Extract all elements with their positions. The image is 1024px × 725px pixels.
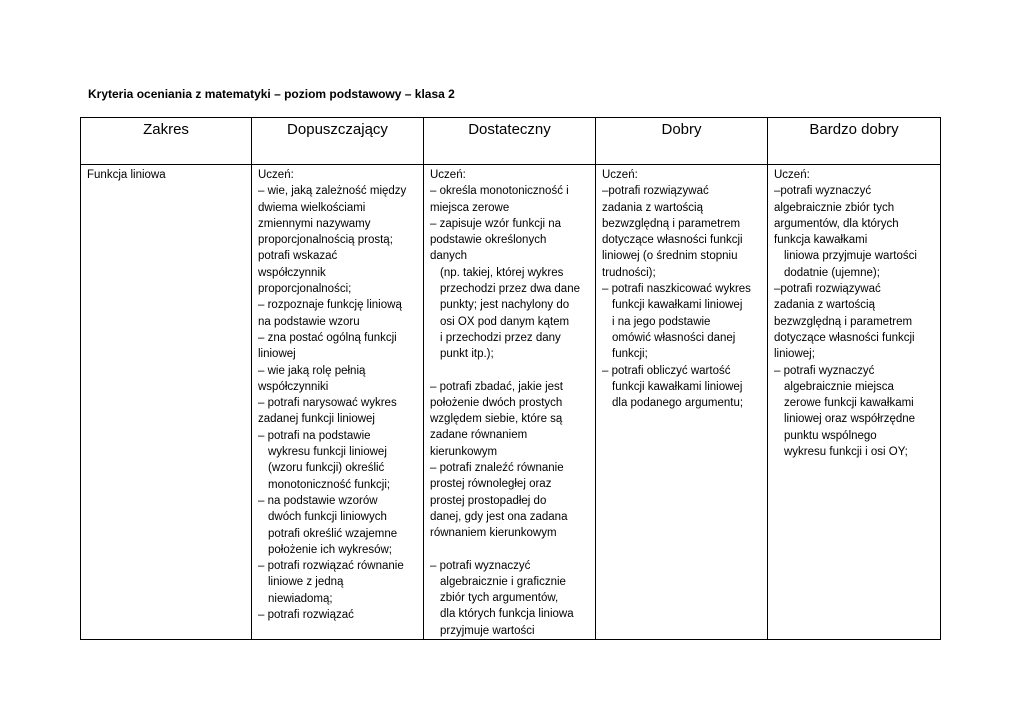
cell-line: – potrafi wyznaczyć: [774, 364, 875, 377]
cell-line: liniowej (o średnim stopniu: [602, 250, 738, 263]
cell-line: danej, gdy jest ona zadana: [430, 510, 568, 523]
cell-line: omówić własności danej: [612, 331, 736, 344]
dobry-cell: [596, 165, 768, 640]
cell-line: zmiennymi nazywamy: [258, 217, 371, 230]
cell-line: liniowej;: [774, 348, 815, 361]
cell-line: funkcja kawałkami: [774, 234, 868, 247]
cell-line: punkt itp.);: [440, 348, 494, 361]
cell-line: wykresu funkcji i osi OY;: [784, 446, 908, 459]
cell-line: – zna postać ogólną funkcji: [258, 331, 397, 344]
dopuszczajacy-cell: [252, 165, 424, 640]
header-bardzo-dobry: Bardzo dobry: [768, 118, 941, 165]
spacer: [430, 363, 590, 379]
cell-line: prostej równoległej oraz: [430, 478, 552, 491]
cell-line: przechodzi przez dwa dane: [440, 283, 580, 296]
cell-line: Uczeń:: [430, 169, 466, 181]
cell-line: zadane równaniem: [430, 429, 528, 442]
bardzo-dobry-cell: [768, 165, 941, 640]
cell-line: proporcjonalności;: [258, 283, 352, 296]
cell-line: i na jego podstawie: [612, 315, 711, 328]
cell-line: – określa monotoniczność i: [430, 185, 569, 198]
table-row: [81, 165, 941, 640]
cell-line: – potrafi wyznaczyć: [430, 559, 531, 572]
cell-line: – wie jaką rolę pełnią: [258, 364, 366, 377]
zakres-text: Funkcja liniowa: [87, 169, 166, 181]
cell-line: monotoniczność funkcji;: [268, 478, 391, 491]
cell-line: – potrafi rozwiązać: [258, 609, 354, 622]
cell-line: argumentów, dla których: [774, 217, 899, 230]
header-dopuszczajacy: Dopuszczający: [252, 118, 424, 165]
cell-line: funkcji kawałkami liniowej: [612, 299, 743, 312]
cell-line: funkcji;: [612, 348, 648, 361]
cell-line: dotyczące własności funkcji: [774, 331, 915, 344]
cell-line: zadania z wartością: [774, 299, 875, 312]
cell-line: wykresu funkcji liniowej: [268, 446, 387, 459]
cell-line: położenie dwóch prostych: [430, 396, 563, 409]
cell-line: i przechodzi przez dany: [440, 331, 561, 344]
cell-line: –potrafi wyznaczyć: [774, 185, 872, 198]
cell-line: algebraicznie miejsca: [784, 380, 894, 393]
cell-line: zadania z wartością: [602, 201, 703, 214]
cell-line: dodatnie (ujemne);: [784, 266, 880, 279]
cell-line: dwiema wielkościami: [258, 201, 366, 214]
cell-line: dla których funkcja liniowa: [440, 608, 574, 621]
cell-line: – potrafi narysować wykres: [258, 397, 397, 410]
cell-line: – potrafi zbadać, jakie jest: [430, 380, 563, 393]
cell-line: miejsca zerowe: [430, 201, 510, 214]
cell-line: funkcji kawałkami liniowej: [612, 380, 743, 393]
cell-line: dotyczące własności funkcji: [602, 234, 743, 247]
cell-line: – potrafi znaleźć równanie: [430, 462, 564, 475]
cell-line: względem siebie, które są: [430, 413, 563, 426]
cell-line: proporcjonalnością prostą;: [258, 234, 393, 247]
cell-line: algebraicznie i graficznie: [440, 575, 566, 588]
header-dobry: Dobry: [596, 118, 768, 165]
cell-line: – wie, jaką zależność między: [258, 185, 407, 198]
cell-line: liniowa przyjmuje wartości: [784, 250, 917, 263]
cell-line: prostej prostopadłej do: [430, 494, 547, 507]
dostateczny-cell: [424, 165, 596, 640]
cell-line: – potrafi naszkicować wykres: [602, 283, 751, 296]
cell-line: punktu wspólnego: [784, 429, 877, 442]
spacer: [430, 542, 590, 558]
cell-line: współczynniki: [258, 380, 329, 393]
cell-line: – potrafi obliczyć wartość: [602, 364, 731, 377]
cell-line: algebraicznie zbiór tych: [774, 201, 895, 214]
cell-line: trudności);: [602, 266, 656, 279]
cell-line: danych: [430, 250, 468, 263]
cell-line: osi OX pod danym kątem: [440, 315, 570, 328]
cell-line: bezwzględną i parametrem: [774, 315, 913, 328]
cell-line: zbiór tych argumentów,: [440, 592, 559, 605]
cell-line: –potrafi rozwiązywać: [602, 185, 709, 198]
cell-line: – potrafi na podstawie: [258, 429, 371, 442]
cell-line: równaniem kierunkowym: [430, 527, 557, 540]
cell-line: –potrafi rozwiązywać: [774, 283, 881, 296]
cell-line: – rozpoznaje funkcję liniową: [258, 299, 402, 312]
cell-line: potrafi wskazać: [258, 250, 338, 263]
cell-line: kierunkowym: [430, 445, 498, 458]
table-header-row: [81, 118, 941, 165]
cell-line: położenie ich wykresów;: [268, 543, 393, 556]
cell-line: dwóch funkcji liniowych: [268, 511, 387, 524]
cell-line: niewiadomą;: [268, 592, 333, 605]
cell-line: potrafi określić wzajemne: [268, 527, 398, 540]
cell-line: liniowej oraz współrzędne: [784, 413, 916, 426]
cell-line: Uczeń:: [602, 169, 638, 181]
cell-line: – na podstawie wzorów: [258, 494, 378, 507]
cell-line: bezwzględną i parametrem: [602, 217, 741, 230]
header-dostateczny: Dostateczny: [424, 118, 596, 165]
cell-line: – potrafi rozwiązać równanie: [258, 560, 404, 573]
cell-line: przyjmuje wartości: [440, 624, 535, 637]
cell-line: – zapisuje wzór funkcji na: [430, 217, 562, 230]
document-title: Kryteria oceniania z matematyki – poziom podstawowy – klasa 2: [88, 87, 455, 101]
cell-line: liniowej: [258, 348, 296, 361]
cell-line: Uczeń:: [774, 169, 810, 181]
cell-line: liniowe z jedną: [268, 576, 344, 589]
cell-line: Uczeń:: [258, 169, 294, 181]
cell-line: (wzoru funkcji) określić: [268, 462, 385, 475]
cell-line: współczynnik: [258, 266, 326, 279]
cell-line: punkty; jest nachylony do: [440, 299, 570, 312]
cell-line: (np. takiej, której wykres: [440, 266, 564, 279]
cell-line: dla podanego argumentu;: [612, 397, 744, 410]
header-zakres: Zakres: [81, 118, 252, 165]
cell-line: zadanej funkcji liniowej: [258, 413, 375, 426]
cell-line: zerowe funkcji kawałkami: [784, 397, 914, 410]
cell-line: na podstawie wzoru: [258, 315, 360, 328]
cell-line: podstawie określonych: [430, 234, 547, 247]
grading-criteria-table: [80, 117, 941, 640]
zakres-cell: [81, 165, 252, 640]
